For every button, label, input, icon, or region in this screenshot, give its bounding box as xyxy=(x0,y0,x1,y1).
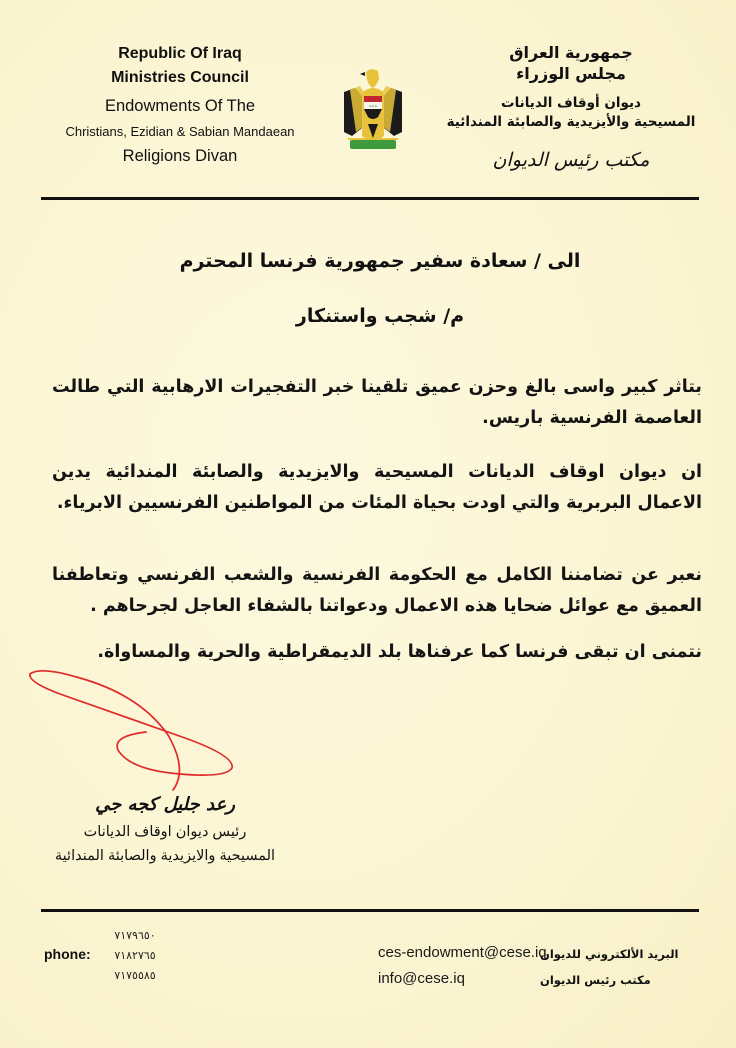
email-divan[interactable]: ces-endowment@cese.iq xyxy=(378,944,547,961)
phone-number: ٧١٧٩٦٥٠ xyxy=(114,929,156,942)
header-en-endowments: Endowments Of The xyxy=(104,97,256,115)
signer-block xyxy=(30,790,300,868)
signer-name: رعد جليل كجه جي xyxy=(95,794,235,815)
letter-paragraph: نعبر عن تضامننا الكامل مع الحكومة الفرنسية والشعب الفرنسي وتعاطفنا العميق مع عوائل ضحايا هذه الاعمال ودعواتنا بالشفاء العاجل لجرحاهم . xyxy=(52,565,702,616)
handwritten-signature xyxy=(20,660,320,810)
signer-title-line1: رئيس ديوان اوقاف الديانات xyxy=(83,824,247,840)
header-en-council: Ministries Council xyxy=(111,69,249,86)
header-ar-religions: المسيحية والأيزيدية والصابئة المندائية xyxy=(446,114,696,130)
emblem-beak xyxy=(360,72,365,76)
header-en-divan: Religions Divan xyxy=(122,147,238,165)
footer-email-labels xyxy=(540,941,708,993)
email-divan-label: البريد الألكتروني للديوان xyxy=(540,947,679,961)
letter-addressee: الى / سعادة سفير جمهورية فرنسا المحترم xyxy=(179,250,581,272)
letter-paragraph: بتاثر كبير واسى بالغ وحزن عميق تلقينا خبر التفجيرات الارهابية التي طالت العاصمة الفرنسية باريس. xyxy=(52,377,702,428)
header-ar-office: مكتب رئيس الديوان xyxy=(492,149,650,171)
header-ar-council: مجلس الوزراء xyxy=(516,64,626,83)
letter-paragraph: نتمنى ان تبقى فرنسا كما عرفناها بلد الديمقراطية والحرية والمساواة. xyxy=(97,642,702,662)
letter-subject: م/ شجب واستنكار xyxy=(295,305,465,327)
iraq-eagle-emblem-icon xyxy=(338,66,408,156)
header-en-religions: Christians, Ezidian & Sabian Mandaean xyxy=(65,124,295,139)
header-ar-endowments: ديوان أوقاف الديانات xyxy=(501,95,641,111)
phone-number: ٧١٧٥٥٨٥ xyxy=(114,969,156,982)
emblem-shield-text: ✶✶✶ xyxy=(368,104,378,109)
footer-divider xyxy=(41,909,699,912)
emblem-banner xyxy=(350,140,396,149)
header-ar-country: جمهورية العراق xyxy=(509,43,633,62)
header-english xyxy=(30,42,330,168)
emblem-banner-gold xyxy=(348,138,398,140)
email-office[interactable]: info@cese.iq xyxy=(378,970,465,987)
phone-numbers xyxy=(100,926,170,986)
header-en-country: Republic Of Iraq xyxy=(118,45,242,62)
header-divider xyxy=(41,197,699,200)
header-arabic xyxy=(430,42,712,174)
email-office-label: مكتب رئيس الديوان xyxy=(540,973,651,987)
signature-stroke xyxy=(30,671,232,790)
signer-title-line2: المسيحية والايزيدية والصابئة المندائية xyxy=(54,848,276,864)
phone-label: phone: xyxy=(44,946,91,962)
emblem-head xyxy=(366,69,379,88)
letter-paragraph: ان ديوان اوقاف الديانات المسيحية والايزيدية والصابئة المندائية يدين الاعمال البربرية والتي اودت بحياة المئات من المواطنين الفرنسيين الابرياء. xyxy=(52,462,702,513)
phone-number: ٧١٨٢٧٦٥ xyxy=(114,949,156,962)
footer-emails xyxy=(378,940,547,992)
emblem-shield-red xyxy=(364,96,382,102)
